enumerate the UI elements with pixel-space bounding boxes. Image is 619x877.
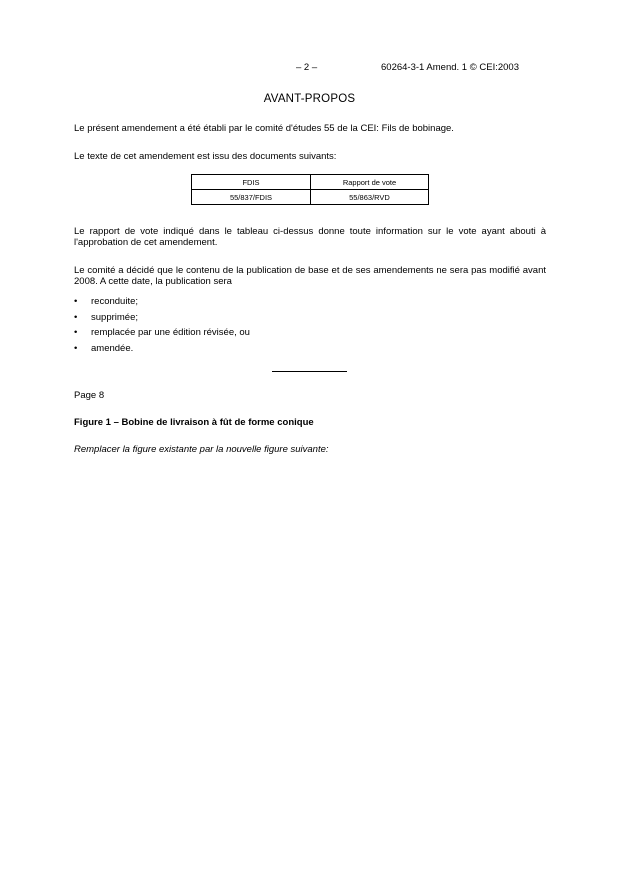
bullet-icon: • <box>74 327 78 339</box>
committee-decision-paragraph: Le comité a décidé que le contenu de la publication de base et de ses amendements ne sera pas modifié avant 2008. A cette date, la publication sera <box>74 265 546 288</box>
bullet-icon: • <box>74 311 78 323</box>
list-item <box>74 325 250 341</box>
section-title: AVANT-PROPOS <box>263 93 356 105</box>
bullet-icon: • <box>74 296 78 307</box>
table-header-vote-report: Rapport de vote <box>311 175 429 190</box>
table-header-row <box>192 175 429 190</box>
intro-paragraph: Le présent amendement a été établi par le comité d'études 55 de la CEI: Fils de bobinage. <box>74 123 454 134</box>
list-item <box>74 294 250 310</box>
table-header-fdis: FDIS <box>192 175 311 190</box>
voting-documents-table <box>191 174 429 205</box>
list-item-text: amendée. <box>91 343 134 355</box>
list-item-text: remplacée par une édition révisée, ou <box>91 327 250 339</box>
page-number: – 2 – <box>296 62 318 73</box>
replacement-instruction: Remplacer la figure existante par la nouvelle figure suivante: <box>74 444 329 455</box>
table-cell-rvd: 55/863/RVD <box>311 190 429 205</box>
bullet-icon: • <box>74 343 78 355</box>
figure-title: Figure 1 – Bobine de livraison à fût de forme conique <box>74 417 314 428</box>
vote-info-paragraph: Le rapport de vote indiqué dans le tableau ci-dessus donne toute information sur le vote ayant abouti à l'approbation de cet amendement. <box>74 226 546 249</box>
section-divider <box>272 371 347 372</box>
publication-options-list <box>74 294 250 357</box>
list-item <box>74 310 250 326</box>
list-item-text: reconduite; <box>91 296 139 307</box>
page-reference: Page 8 <box>74 390 105 401</box>
list-item-text: supprimée; <box>91 311 138 323</box>
table-cell-fdis: 55/837/FDIS <box>192 190 311 205</box>
list-item <box>74 341 250 357</box>
document-reference: 60264-3-1 Amend. 1 © CEI:2003 <box>381 62 519 73</box>
source-paragraph: Le texte de cet amendement est issu des documents suivants: <box>74 151 337 162</box>
table-row <box>192 190 429 205</box>
